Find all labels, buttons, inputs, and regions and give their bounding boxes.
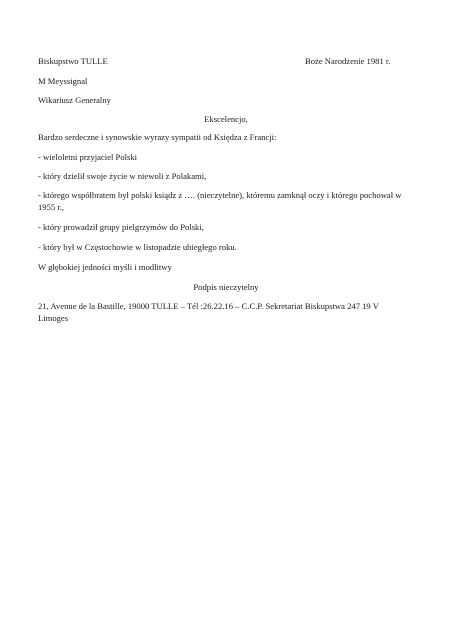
list-item: - którego współbratem był polski ksiądz z …. (nieczytelne), któremu zamknął oczy i którego pochował w 1955 r., <box>38 190 402 212</box>
footer-address: 21, Avenue de la Bastille, 19000 TULLE – Tél :26.22.16 – C.C.P. Sekretariat Biskupstwa 247 19 V Limoges <box>38 301 379 323</box>
salutation: Ekscelencjo, <box>204 114 248 124</box>
list-item: - który dzielił swoje życie w niewoli z Polakami, <box>38 171 207 181</box>
list-item: - który prowadził grupy pielgrzymów do Polski, <box>38 222 204 232</box>
recipient-title: Wikariusz Generalny <box>38 95 111 105</box>
signature-note: Podpis nieczytelny <box>193 282 259 292</box>
date-line: Boże Narodzenie 1981 r. <box>305 56 391 66</box>
body-intro: Bardzo serdeczne i synowskie wyrazy sympatii od Księdza z Francji: <box>38 132 277 142</box>
closing-line: W głębokiej jedności myśli i modlitwy <box>38 262 172 272</box>
list-item: - wieloletni przyjaciel Polski <box>38 152 138 162</box>
sender-line: Biskupstwo TULLE <box>38 56 108 66</box>
recipient-name: M Meyssignal <box>38 76 88 86</box>
list-item: - który był w Częstochowie w listopadzie ubiegłego roku. <box>38 242 237 252</box>
